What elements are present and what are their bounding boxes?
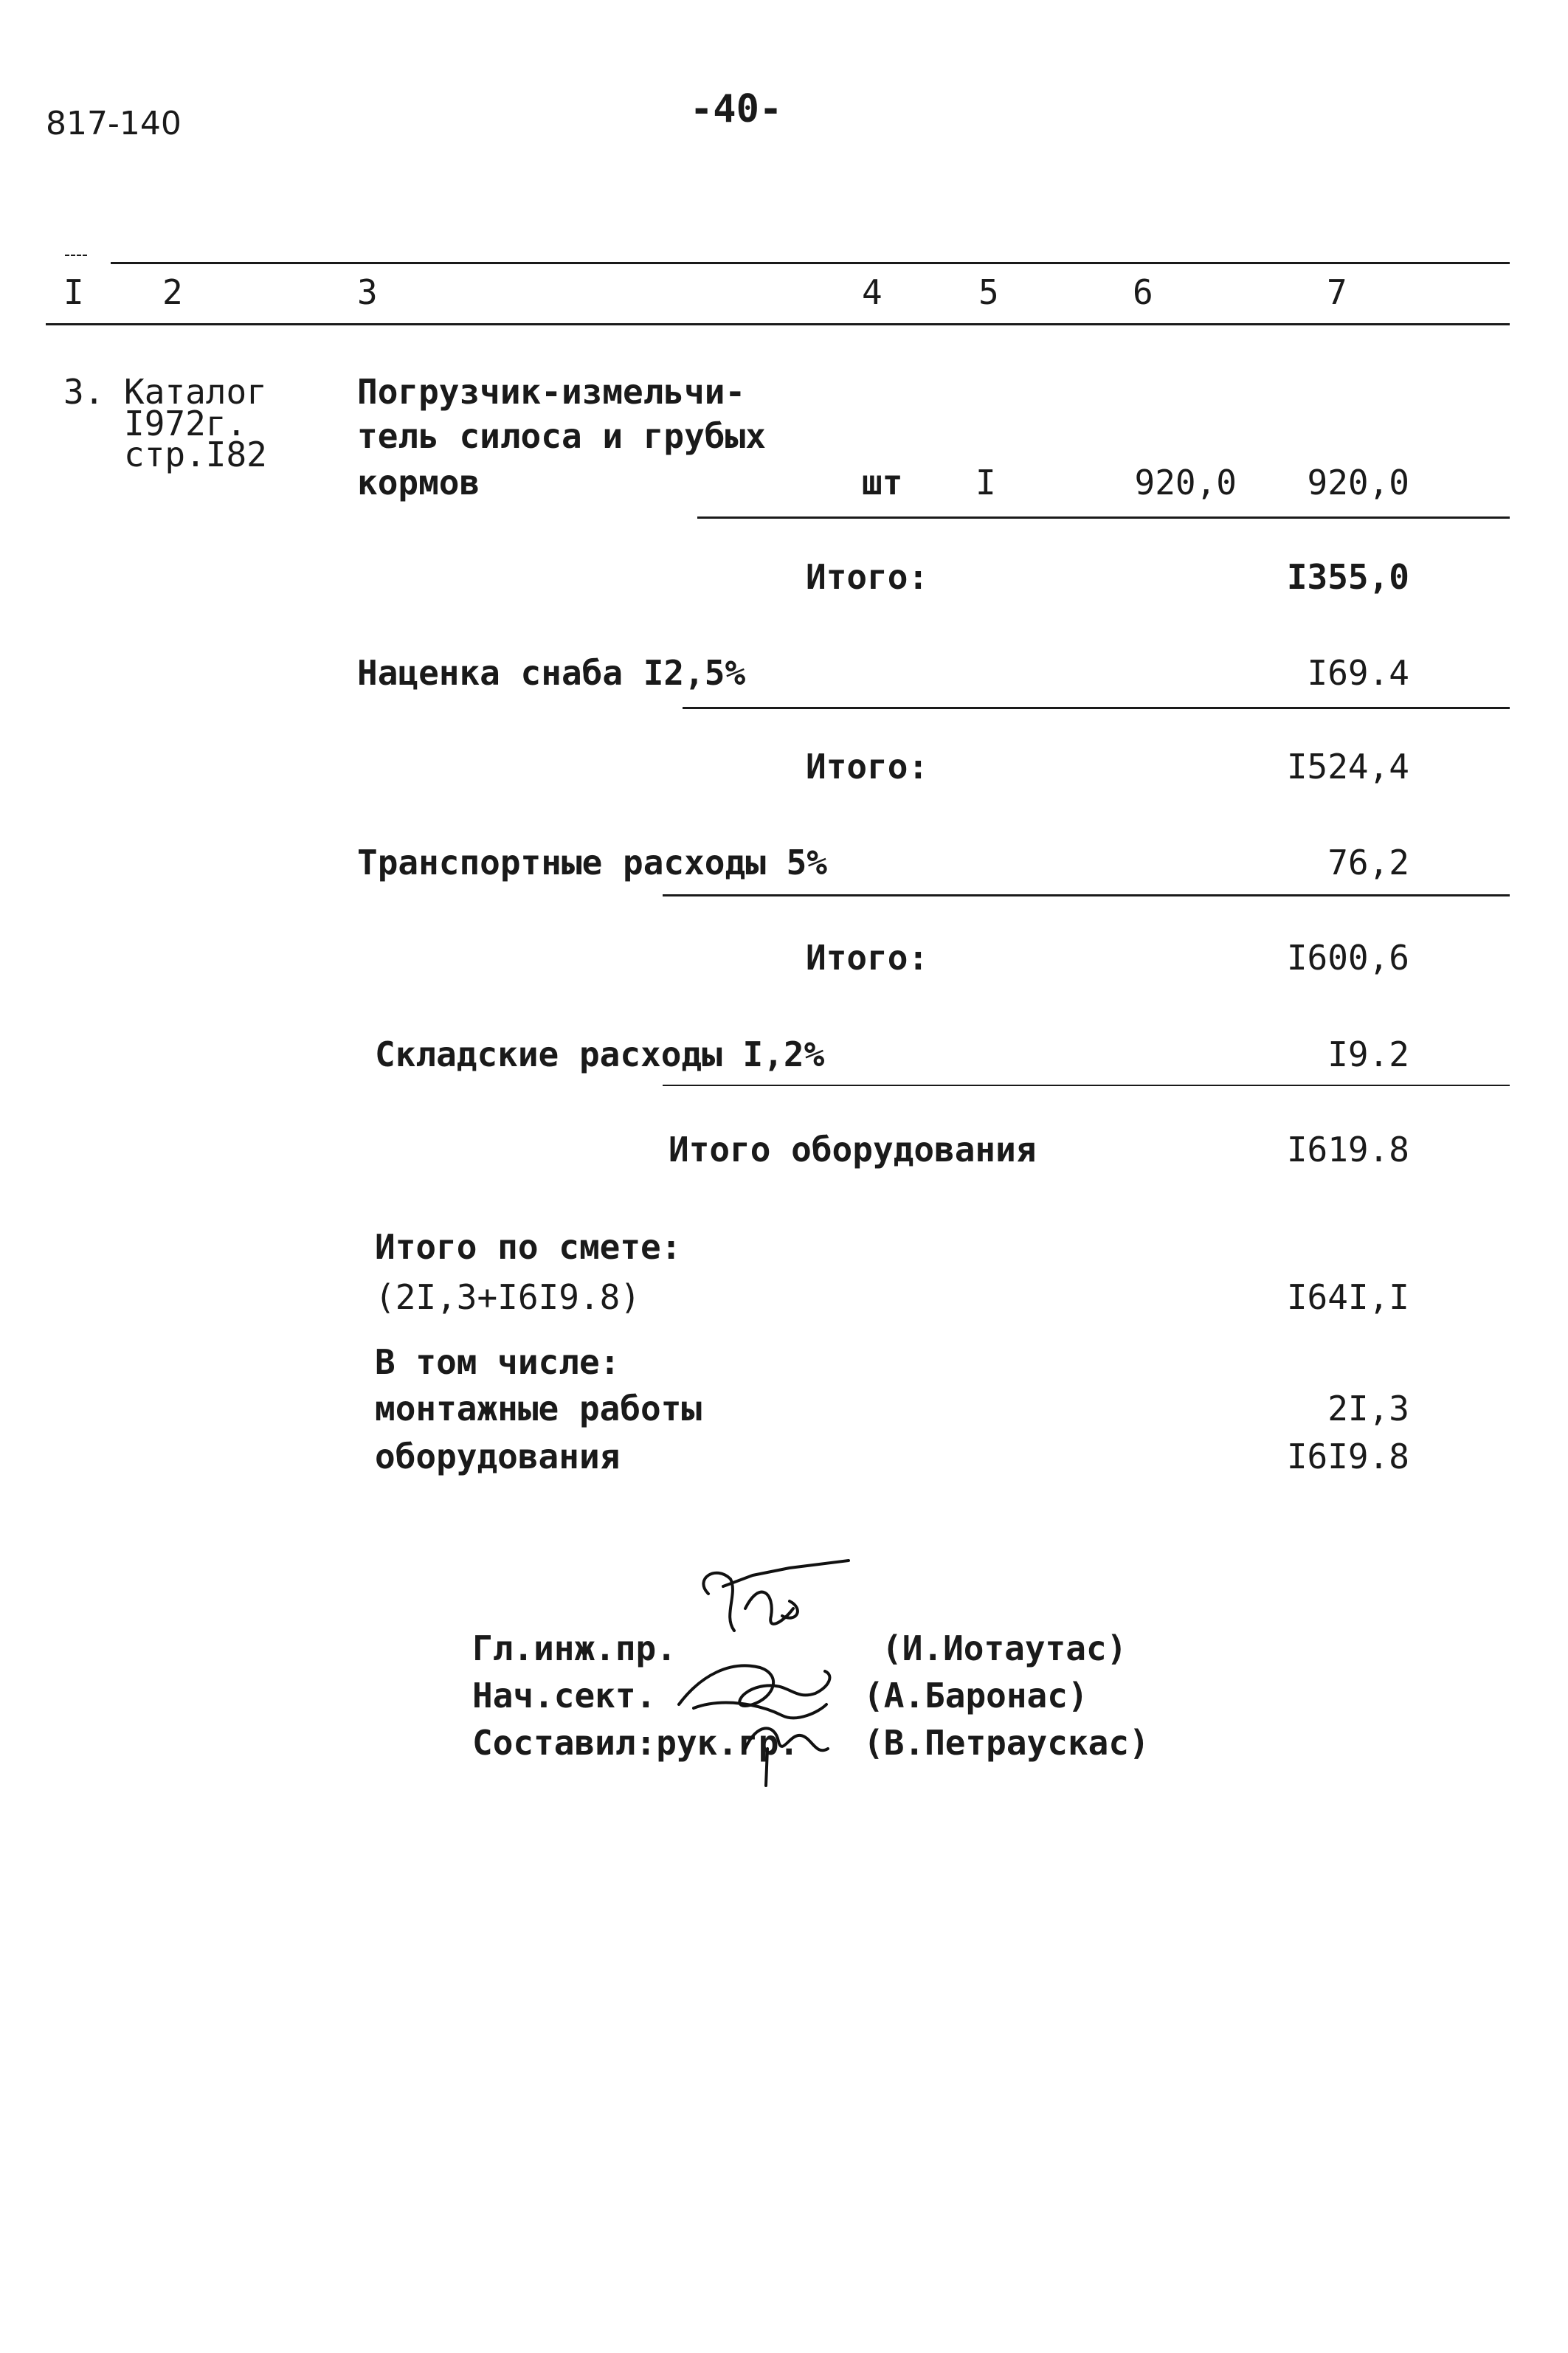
estimate-total-label-1: Итого по смете: [375,1227,682,1267]
table-top-rule-stub [65,255,87,256]
storage-label: Складские расходы I,2% [375,1034,825,1074]
signature-title-chief-engineer: Гл.инж.пр. [472,1628,677,1668]
column-header-1: I [63,272,84,312]
transport-rule [663,894,1510,896]
column-header-7: 7 [1327,272,1347,312]
transport-label: Транспортные расходы 5% [357,843,827,882]
signature-name-sector-head: (А.Баронас) [863,1676,1088,1715]
estimate-total-label-2: (2I,3+I6I9.8) [375,1277,641,1317]
item-name-line-3: кормов [357,463,480,502]
equipment-total-label: Итого оборудования [669,1130,1037,1169]
subtotal-2-label: Итого: [806,747,929,787]
equipment-label: оборудования [375,1437,621,1476]
transport-value: 76,2 [1327,843,1409,882]
subtotal-1-label: Итого: [806,557,929,597]
column-header-5: 5 [978,272,999,312]
column-header-4: 4 [862,272,883,312]
item-source-line-1: Каталог [124,372,267,412]
signature-name-compiler: (В.Петраускас) [863,1723,1150,1763]
installation-label: монтажные работы [375,1389,702,1428]
estimate-total-value: I64I,I [1286,1277,1409,1317]
markup-label: Наценка снаба I2,5% [357,653,746,693]
column-header-3: 3 [357,272,378,312]
storage-value: I9.2 [1327,1034,1409,1074]
item-source-line-2: I972г. [124,404,247,443]
subtotal-3-value: I600,6 [1286,938,1409,978]
column-header-6: 6 [1133,272,1153,312]
page-number: -40- [690,87,783,131]
item-source-line-3: стр.I82 [124,435,267,474]
item-total: 920,0 [1307,463,1409,502]
storage-rule [663,1085,1510,1086]
markup-value: I69.4 [1307,653,1409,693]
item-quantity: I [975,463,996,502]
signature-title-sector-head: Нач.сект. [472,1676,657,1715]
document-code: 817-140 [46,105,182,142]
table-top-rule [111,262,1510,264]
subtotal-3-label: Итого: [806,938,929,978]
item-rule [697,516,1510,519]
markup-rule [683,707,1510,709]
subtotal-2-value: I524,4 [1286,747,1409,787]
item-name-line-1: Погрузчик-измельчи- [357,372,746,412]
subtotal-1-value: I355,0 [1286,557,1409,597]
equipment-value: I6I9.8 [1286,1437,1409,1476]
item-unit: шт [862,463,903,502]
item-price: 920,0 [1134,463,1237,502]
item-number: 3. [63,372,105,412]
signature-title-compiler: Составил:рук.гр. [472,1723,800,1763]
installation-value: 2I,3 [1327,1389,1409,1428]
handwritten-signatures-graphic [635,1564,871,1800]
item-name-line-2: тель силоса и грубых [357,416,766,456]
column-header-2: 2 [162,272,183,312]
equipment-total-value: I619.8 [1286,1130,1409,1169]
signature-name-chief-engineer: (И.Иотаутас) [882,1628,1127,1668]
table-header-rule [46,323,1510,325]
including-heading: В том числе: [375,1342,621,1382]
